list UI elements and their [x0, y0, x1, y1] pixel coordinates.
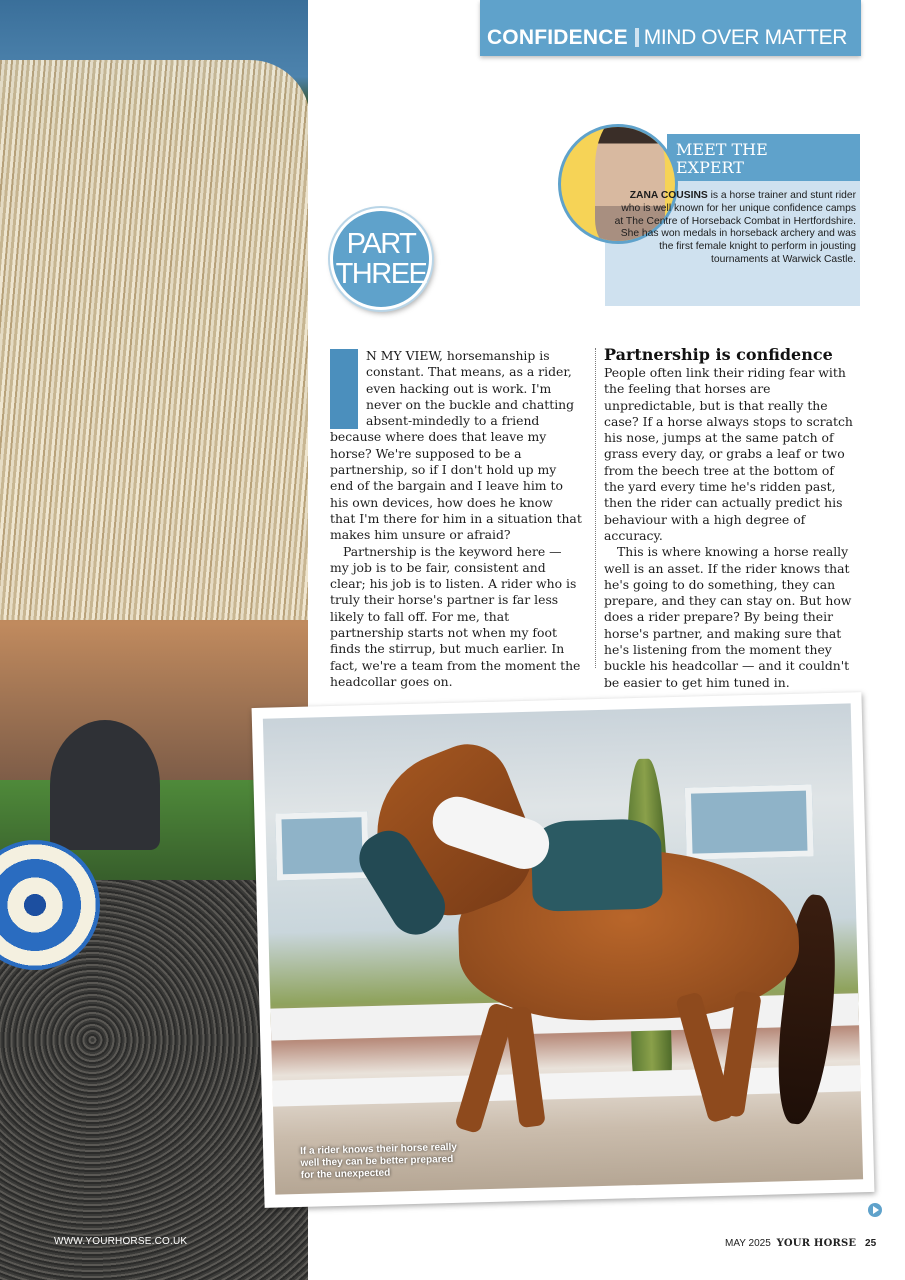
part-badge-line2: THREE — [335, 258, 427, 290]
part-badge-line1: PART — [346, 228, 416, 260]
page-number: 25 — [865, 1238, 877, 1249]
issue-date: MAY 2025 — [725, 1238, 771, 1249]
column-divider — [595, 348, 596, 668]
saddle — [531, 818, 663, 911]
stable-window — [275, 811, 369, 880]
photo-frame — [252, 692, 875, 1208]
section-header — [480, 0, 861, 56]
expert-bio-text: is a horse trainer and stunt rider who is well known for her unique confidence camps at The Centre of Horseback Combat in Hertfordshire. She has won medals in horseback archery and was the first female knight to perform in jousting tournaments at Warwick Castle. — [614, 190, 856, 265]
horse-rider-photo — [263, 703, 863, 1194]
article-paragraph: N MY VIEW, horsemanship is constant. That means, as a rider, even hacking out is work. I'm never on the buckle and chatting absent-mindedly to a friend because where does that leave my horse? We're supposed to be a partnership, so if I don't hold up my end of the bargain and I leave him to his own devices, how does he know that I'm there for him in a situation that makes him unsure or afraid? — [330, 348, 582, 543]
expert-name: ZANA COUSINS — [629, 190, 708, 201]
article-paragraph: This is where knowing a horse really well is an asset. If the rider knows that he's going to do something, they can prepare, and they can stay on. But how does a rider prepare? By being their horse's partner, and making sure that he's listening from the moment they buckle his headcollar — and it couldn't be easier to get him tuned in. — [604, 544, 852, 690]
magazine-name: YOUR HORSE — [776, 1238, 857, 1249]
article-paragraph: People often link their riding fear with the feeling that horses are unpredictable, but is that really the case? If a horse always stops to scratch his nose, jumps at the same patch of grass every day, or grabs a leaf or two from the beech tree at the bottom of the yard every time he's ridden past, then the rider can actually predict his behaviour with a high degree of accuracy. — [604, 365, 853, 543]
continue-arrow-icon — [868, 1203, 882, 1217]
arena-fence — [272, 1065, 860, 1106]
barrel — [50, 720, 160, 850]
photo-caption: If a rider knows their horse really well they can be better prepared for the unexpected — [300, 1141, 458, 1181]
header-separator — [635, 28, 639, 47]
expert-heading-line2: EXPERT — [676, 158, 744, 177]
topic-label: MIND OVER MATTER — [643, 26, 847, 49]
part-badge — [330, 208, 432, 310]
expert-heading — [667, 134, 860, 181]
website-url: WWW.YOURHORSE.CO.UK — [54, 1236, 188, 1247]
horse-mane — [0, 60, 308, 620]
expert-heading-line1: MEET THE — [676, 140, 768, 159]
stable-window — [685, 784, 814, 859]
article-column-1 — [330, 348, 582, 690]
article-column-2 — [604, 346, 856, 691]
section-label: CONFIDENCE — [486, 26, 628, 49]
expert-bio — [610, 190, 856, 267]
page-footer — [725, 1238, 876, 1249]
drop-cap: I — [330, 349, 358, 429]
article-paragraph: Partnership is the keyword here — my job is to be fair, consistent and clear; his job is to listen. A rider who is truly their horse's partner is far less likely to fall off. For me, that partnership starts not when my foot finds the stirrup, but much earlier. In fact, we're a team from the moment the headcollar goes on. — [330, 543, 581, 689]
subheading: Partnership is confidence — [604, 345, 833, 364]
